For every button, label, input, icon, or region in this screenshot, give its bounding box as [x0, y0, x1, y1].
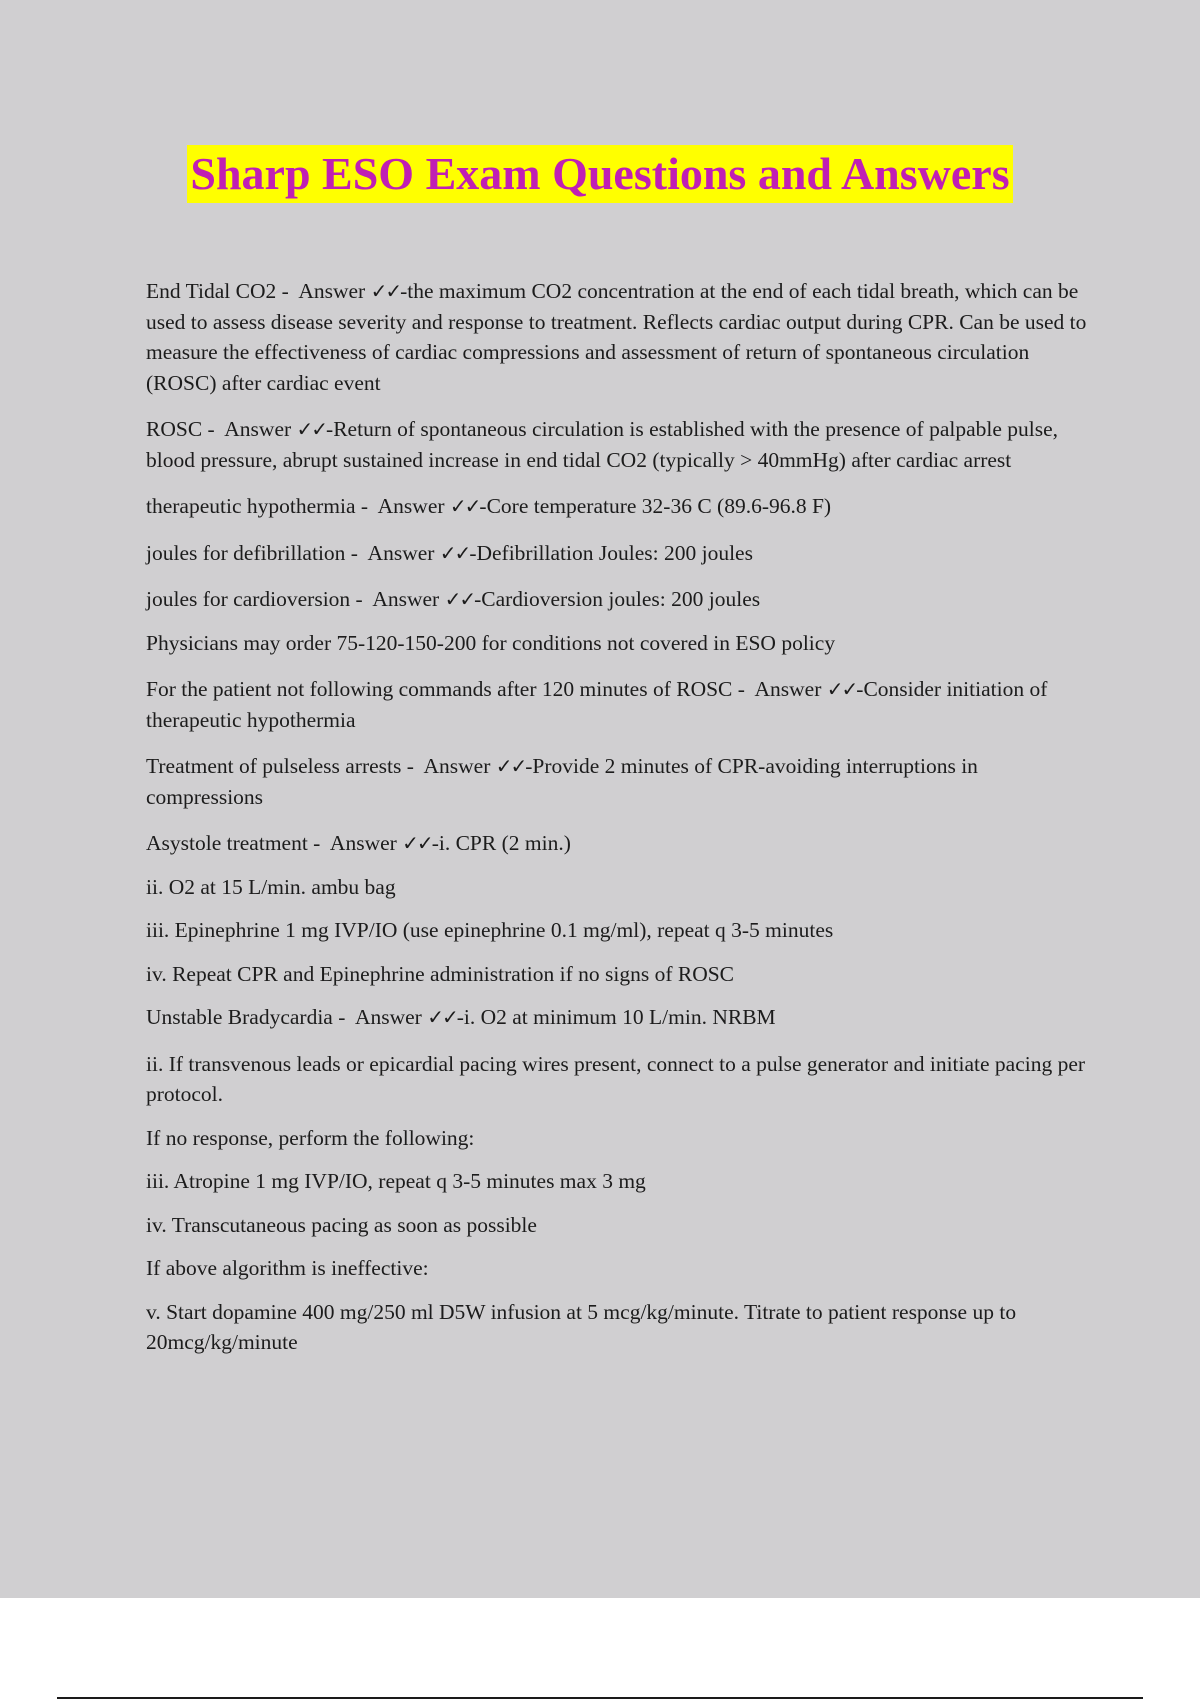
- bradycardia-step: If above algorithm is ineffective:: [146, 1256, 429, 1280]
- qa-answer: -Cardioversion joules: 200 joules: [474, 587, 761, 611]
- bradycardia-step: If no response, perform the following:: [146, 1125, 475, 1150]
- qa-answer: -Return of spontaneous circulation is established with the presence of palpable pulse, blood pressure, abrupt sustained increase in end tidal CO2 (typically > 40mmHg) after cardiac arrest: [146, 417, 1059, 472]
- qa-answer: -i. CPR (2 min.): [431, 831, 571, 855]
- page-title: Sharp ESO Exam Questions and Answers: [187, 145, 1012, 203]
- qa-answer: -Core temperature 32-36 C (89.6-96.8 F): [479, 494, 832, 518]
- answer-label: Answer: [754, 677, 822, 701]
- asystole-step: iv. Repeat CPR and Epinephrine administration if no signs of ROSC: [146, 961, 735, 986]
- answer-label: Answer: [224, 417, 292, 441]
- qa-answer: -Defibrillation Joules: 200 joules: [469, 540, 753, 565]
- answer-label: Answer: [354, 1005, 422, 1029]
- bradycardia-step: iii. Atropine 1 mg IVP/IO, repeat q 3-5 minutes max 3 mg: [146, 1169, 646, 1193]
- qa-term: ROSC -: [146, 417, 215, 441]
- bradycardia-step: iv. Transcutaneous pacing as soon as possible: [146, 1212, 537, 1237]
- check-mark-icon: ✓✓: [449, 494, 480, 518]
- check-mark-icon: ✓✓: [296, 417, 327, 441]
- title-container: [0, 145, 1200, 203]
- bradycardia-step: ii. If transvenous leads or epicardial pacing wires present, connect to a pulse generator and initiate pacing per protocol.: [146, 1051, 1086, 1106]
- answer-label: Answer: [367, 540, 435, 565]
- qa-term: Unstable Bradycardia -: [146, 1005, 346, 1029]
- qa-entry-pulseless-arrests: [146, 751, 1096, 812]
- answer-label: Answer: [298, 279, 366, 303]
- qa-entry-therapeutic-hypothermia: [146, 491, 1096, 522]
- check-mark-icon: ✓✓: [826, 677, 857, 701]
- check-mark-icon: ✓✓: [495, 754, 526, 778]
- answer-label: Answer: [377, 494, 445, 518]
- check-mark-icon: ✓✓: [370, 279, 401, 303]
- asystole-step: iii. Epinephrine 1 mg IVP/IO (use epinephrine 0.1 mg/ml), repeat q 3-5 minutes: [146, 918, 834, 942]
- qa-entry-joules-defibrillation: [146, 538, 1096, 569]
- qa-term: For the patient not following commands after 120 minutes of ROSC -: [146, 677, 745, 701]
- qa-answer: -Provide 2 minutes of CPR-avoiding interruptions in compressions: [146, 754, 978, 809]
- qa-term: End Tidal CO2 -: [146, 279, 289, 303]
- qa-term: therapeutic hypothermia -: [146, 494, 369, 518]
- check-mark-icon: ✓✓: [439, 540, 470, 565]
- document-body: [146, 276, 1096, 1371]
- footer-divider: [57, 1697, 1143, 1699]
- check-mark-icon: ✓✓: [444, 587, 475, 611]
- qa-entry-joules-cardioversion: [146, 584, 1096, 615]
- qa-entry-unstable-bradycardia: [146, 1002, 1096, 1033]
- qa-term: joules for defibrillation -: [146, 540, 358, 565]
- note-physicians: Physicians may order 75-120-150-200 for conditions not covered in ESO policy: [146, 630, 836, 655]
- qa-term: Treatment of pulseless arrests -: [146, 754, 414, 778]
- qa-answer: -i. O2 at minimum 10 L/min. NRBM: [456, 1005, 776, 1029]
- qa-term: Asystole treatment -: [146, 831, 321, 855]
- qa-entry-rosc-hypothermia: [146, 674, 1096, 735]
- qa-term: joules for cardioversion -: [146, 587, 363, 611]
- qa-entry-end-tidal-co2: [146, 276, 1096, 398]
- answer-label: Answer: [329, 831, 397, 855]
- qa-answer: -Consider initiation of therapeutic hypothermia: [146, 677, 1048, 732]
- check-mark-icon: ✓✓: [402, 831, 432, 855]
- bradycardia-step: v. Start dopamine 400 mg/250 ml D5W infusion at 5 mcg/kg/minute. Titrate to patient response up to 20mcg/kg/minute: [146, 1299, 1017, 1354]
- asystole-step: ii. O2 at 15 L/min. ambu bag: [146, 874, 396, 899]
- check-mark-icon: ✓✓: [427, 1005, 457, 1029]
- qa-entry-rosc: [146, 414, 1096, 475]
- qa-entry-asystole: [146, 828, 1096, 859]
- answer-label: Answer: [372, 587, 440, 611]
- qa-answer: -the maximum CO2 concentration at the end of each tidal breath, which can be used to assess disease severity and response to treatment. Reflects cardiac output during CPR. Can be used to measure the effectiveness of cardiac compressions and assessment of return of spontaneous circulation (ROSC) after cardiac event: [146, 279, 1087, 395]
- answer-label: Answer: [423, 754, 491, 778]
